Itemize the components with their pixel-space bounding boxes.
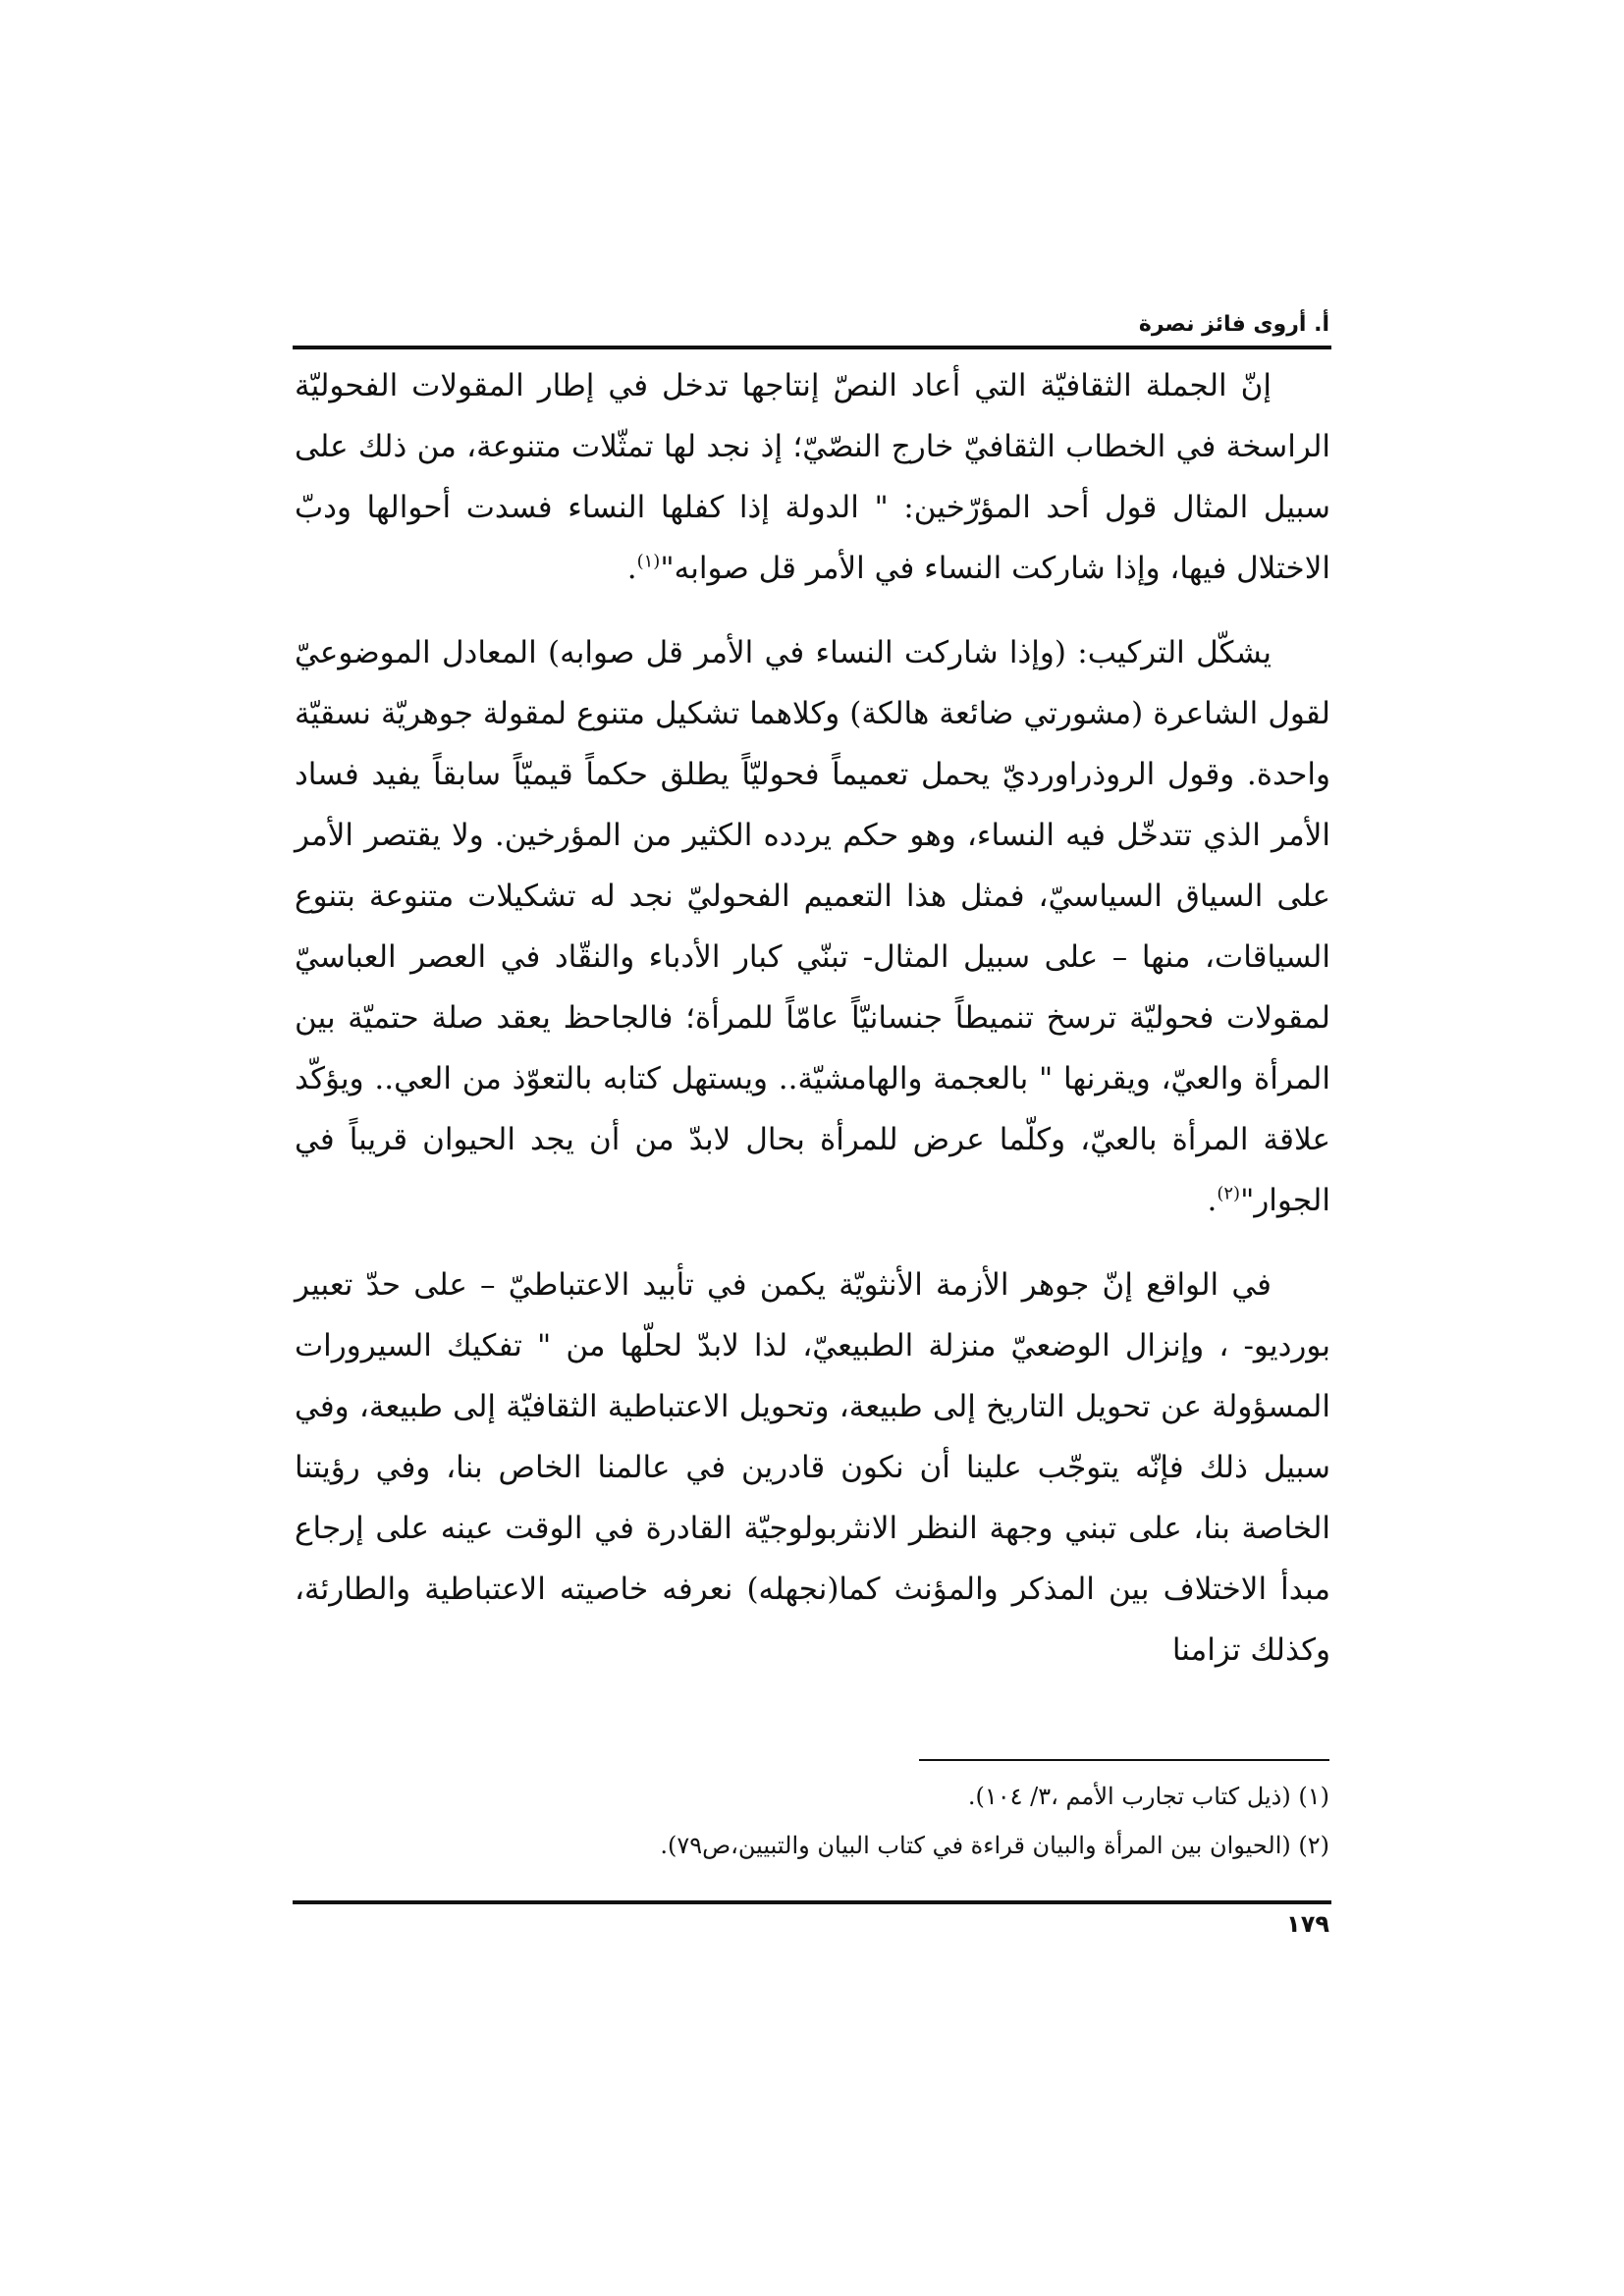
footnote-1: (١) (ذيل كتاب تجارب الأمم ،٣/ ١٠٤). <box>967 1783 1329 1810</box>
footnote-2: (٢) (الحيوان بين المرأة والبيان قراءة في كتاب البيان والتبيين،ص٧٩). <box>660 1832 1329 1859</box>
paragraph-1-text: إنّ الجملة الثقافيّة التي أعاد النصّ إنتاجها تدخل في إطار المقولات الفحوليّة الراسخة في الخطاب الثقافيّ خارج النصّيّ؛ إذ نجد لها تمثّلات متنوعة، من ذلك على سبيل المثال قول أحد المؤرّخين: " الدولة إذا كفلها النساء فسدت أحوالها ودبّ الاختلال فيها، وإذا شاركت النساء في الأمر قل صوابه" <box>295 368 1330 586</box>
paragraph-2-end: . <box>1207 1183 1218 1218</box>
paragraph-1 <box>295 355 1330 599</box>
header-rule <box>293 346 1331 349</box>
footnotes <box>294 1772 1329 1870</box>
footnote-ref-1[interactable]: (١) <box>636 551 661 572</box>
footnote-separator <box>919 1759 1329 1761</box>
paragraph-3 <box>295 1255 1330 1681</box>
footer-rule <box>293 1900 1331 1904</box>
page-number: ١٧٩ <box>1286 1910 1329 1938</box>
footnote-ref-2[interactable]: (٢) <box>1217 1183 1241 1204</box>
paragraph-2-text: يشكّل التركيب: (وإذا شاركت النساء في الأمر قل صوابه) المعادل الموضوعيّ لقول الشاعرة (مشورتي ضائعة هالكة) وكلاهما تشكيل متنوع لمقولة جوهريّة نسقيّة واحدة. وقول الروذراورديّ يحمل تعميماً فحوليّاً يطلق حكماً قيميّاً سابقاً يفيد فساد الأمر الذي تتدخّل فيه النساء، وهو حكم يردده الكثير من المؤرخين. ولا يقتصر الأمر على السياق السياسيّ، فمثل هذا التعميم الفحوليّ نجد له تشكيلات متنوعة بتنوع السياقات، منها – على سبيل المثال- تبنّي كبار الأدباء والنقّاد في العصر العباسيّ لمقولات فحوليّة ترسخ تنميطاً جنسانيّاً عامّاً للمرأة؛ فالجاحظ يعقد صلة حتميّة بين المرأة والعيّ، ويقرنها " بالعجمة والهامشيّة.. ويستهل كتابه بالتعوّذ من العي.. ويؤكّد علاقة المرأة بالعيّ، وكلّما عرض للمرأة بحال لابدّ من أن يجد الحيوان قريباً في الجوار" <box>295 635 1330 1218</box>
main-text <box>295 355 1330 1704</box>
paragraph-2 <box>295 622 1330 1231</box>
paragraph-1-end: . <box>626 551 637 586</box>
paragraph-3-text: في الواقع إنّ جوهر الأزمة الأنثويّة يكمن في تأبيد الاعتباطيّ – على حدّ تعبير بورديو- ، وإنزال الوضعيّ منزلة الطبيعيّ، لذا لابدّ لحلّها من " تفكيك السيرورات المسؤولة عن تحويل التاريخ إلى طبيعة، وتحويل الاعتباطية الثقافيّة إلى طبيعة، وفي سبيل ذلك فإنّه يتوجّب علينا أن نكون قادرين في عالمنا الخاص بنا، وفي رؤيتنا الخاصة بنا، على تبني وجهة النظر الانثربولوجيّة القادرة في الوقت عينه على إرجاع مبدأ الاختلاف بين المذكر والمؤنث كما(نجهله) نعرفه خاصيته الاعتباطية والطارئة، وكذلك تزامنا <box>295 1267 1330 1668</box>
running-header-author: أ. أروى فائز نصرة <box>1138 312 1329 337</box>
